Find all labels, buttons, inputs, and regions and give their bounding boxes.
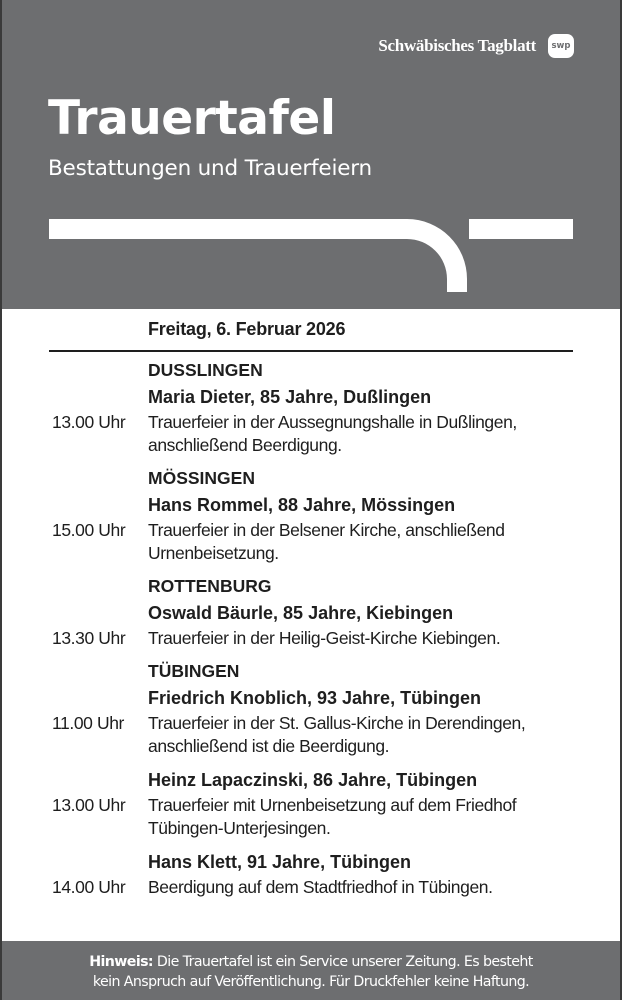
event-time: 11.00 Uhr: [52, 713, 124, 733]
disclaimer-line-2: kein Anspruch auf Veröffentlichung. Für Druckfehler keine Haftung.: [92, 974, 530, 990]
description-line: Trauerfeier in der Heilig-Geist-Kirche Kiebingen.: [148, 628, 501, 648]
event-time: 15.00 Uhr: [52, 520, 126, 540]
event-time: 13.00 Uhr: [52, 412, 126, 432]
person-name: Heinz Lapaczinski, 86 Jahre, Tübingen: [148, 770, 478, 790]
person-name: Hans Klett, 91 Jahre, Tübingen: [148, 852, 412, 872]
region-heading: MÖSSINGEN: [148, 468, 255, 488]
person-name: Oswald Bäurle, 85 Jahre, Kiebingen: [148, 603, 454, 623]
region-heading: ROTTENBURG: [148, 576, 272, 596]
event-time: 13.00 Uhr: [52, 795, 126, 815]
description-line: Beerdigung auf dem Stadtfriedhof in Tübingen.: [148, 877, 493, 897]
region-heading: DUSSLINGEN: [148, 360, 263, 380]
person-name: Friedrich Knoblich, 93 Jahre, Tübingen: [148, 688, 482, 708]
description-line: Trauerfeier in der St. Gallus-Kirche in Derendingen,: [148, 713, 526, 733]
description-line: Trauerfeier in der Aussegnungshalle in Dußlingen,: [148, 412, 517, 432]
event-time: 13.30 Uhr: [52, 628, 126, 648]
person-name: Hans Rommel, 88 Jahre, Mössingen: [148, 495, 456, 515]
page-subtitle: Bestattungen und Trauerfeiern: [48, 156, 372, 181]
description-line: anschließend Beerdigung.: [148, 435, 342, 455]
description-line: Tübingen-Unterjesingen.: [148, 818, 331, 838]
disclaimer-label: Hinweis:: [89, 954, 153, 970]
listing-date: Freitag, 6. Februar 2026: [148, 319, 346, 339]
event-time: 14.00 Uhr: [52, 877, 126, 897]
brand-name: Schwäbisches Tagblatt: [378, 36, 536, 55]
description-line: Trauerfeier mit Urnenbeisetzung auf dem Friedhof: [148, 795, 517, 815]
person-name: Maria Dieter, 85 Jahre, Dußlingen: [148, 387, 432, 407]
description-line: Urnenbeisetzung.: [148, 543, 279, 563]
page-title: Trauertafel: [48, 91, 336, 146]
disclaimer-text: Die Trauertafel ist ein Service unserer Zeitung. Es besteht: [153, 954, 533, 970]
region-heading: TÜBINGEN: [148, 661, 240, 681]
description-line: Trauerfeier in der Belsener Kirche, anschließend: [148, 520, 505, 540]
description-line: anschließend ist die Beerdigung.: [148, 736, 390, 756]
swp-logo-icon: swp: [548, 34, 574, 58]
